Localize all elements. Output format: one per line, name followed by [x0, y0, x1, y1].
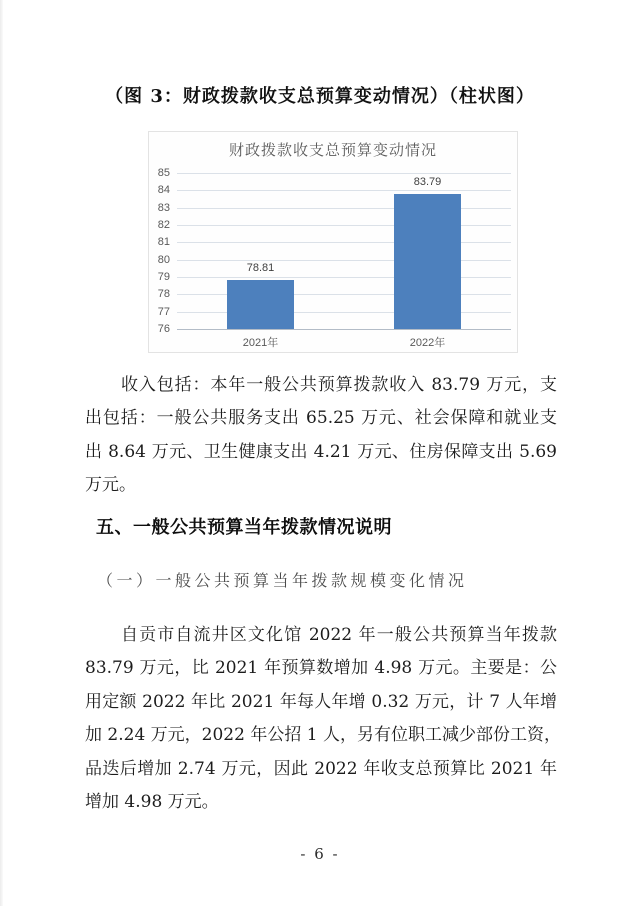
income-expense-paragraph: [85, 369, 557, 503]
y-axis-tick-label: 77: [157, 305, 170, 318]
bar-2022年: [394, 194, 460, 329]
y-axis-tick-label: 81: [157, 236, 170, 249]
gridline: [177, 260, 511, 261]
paragraph-line: 83.79 万元，比 2021 年预算数增加 4.98 万元。主要是：公: [85, 658, 557, 679]
gridline: [177, 329, 511, 330]
paragraph-line: 增加 4.98 万元。: [85, 791, 219, 812]
gridline: [177, 173, 511, 174]
bar-data-label: 78.81: [246, 262, 275, 275]
paragraph-line: 出 8.64 万元、卫生健康支出 4.21 万元、住房保障支出 5.69: [85, 441, 557, 462]
y-axis-tick-label: 76: [157, 323, 170, 335]
allocation-change-paragraph: [85, 619, 561, 819]
chart-plot-area: [157, 167, 511, 349]
gridline: [177, 277, 511, 278]
x-axis-tick-label: 2022年: [409, 337, 446, 349]
y-axis-tick-label: 85: [157, 167, 170, 179]
x-axis-tick-label: 2021年: [242, 337, 279, 349]
y-axis-tick-label: 79: [157, 271, 170, 283]
paragraph-line: 出包括：一般公共服务支出 65.25 万元、社会保障和就业支: [85, 408, 557, 429]
y-axis-tick-label: 83: [157, 201, 170, 214]
bar-2021年: [227, 280, 293, 329]
gridline: [177, 208, 511, 209]
budget-change-bar-chart: [148, 131, 518, 353]
gridline: [177, 190, 511, 191]
paragraph-line: 自贡市自流井区文化馆 2022 年一般公共预算当年拨款: [121, 625, 557, 645]
chart-title: 财政拨款收支总预算变动情况: [228, 142, 437, 159]
figure-caption: （图 3：财政拨款收支总预算变动情况）（柱状图）: [105, 86, 535, 107]
paragraph-line: 加 2.24 万元，2022 年公招 1 人，另有位职工减少部份工资，: [85, 725, 561, 746]
paragraph-line: 收入包括：本年一般公共预算拨款收入 83.79 万元，支: [121, 375, 557, 395]
y-axis-tick-label: 84: [157, 184, 170, 197]
subsection-heading: （一）一般公共预算当年拨款规模变化情况: [97, 571, 468, 590]
y-axis-tick-label: 78: [157, 288, 170, 301]
bar-data-label: 83.79: [413, 175, 442, 188]
page-number: - 6 -: [300, 845, 340, 863]
gridline: [177, 242, 511, 243]
paragraph-line: 品迭后增加 2.74 万元，因此 2022 年收支总预算比 2021 年: [85, 758, 557, 779]
section-heading: 五、一般公共预算当年拨款情况说明: [96, 517, 392, 537]
gridline: [177, 225, 511, 226]
scan-edge-shadow: [0, 0, 3, 906]
paragraph-line: 万元。: [85, 475, 136, 496]
y-axis-tick-label: 82: [157, 219, 170, 231]
paragraph-line: 用定额 2022 年比 2021 年每人年增 0.32 万元，计 7 人年增: [85, 691, 557, 712]
y-axis-tick-label: 80: [157, 253, 170, 266]
